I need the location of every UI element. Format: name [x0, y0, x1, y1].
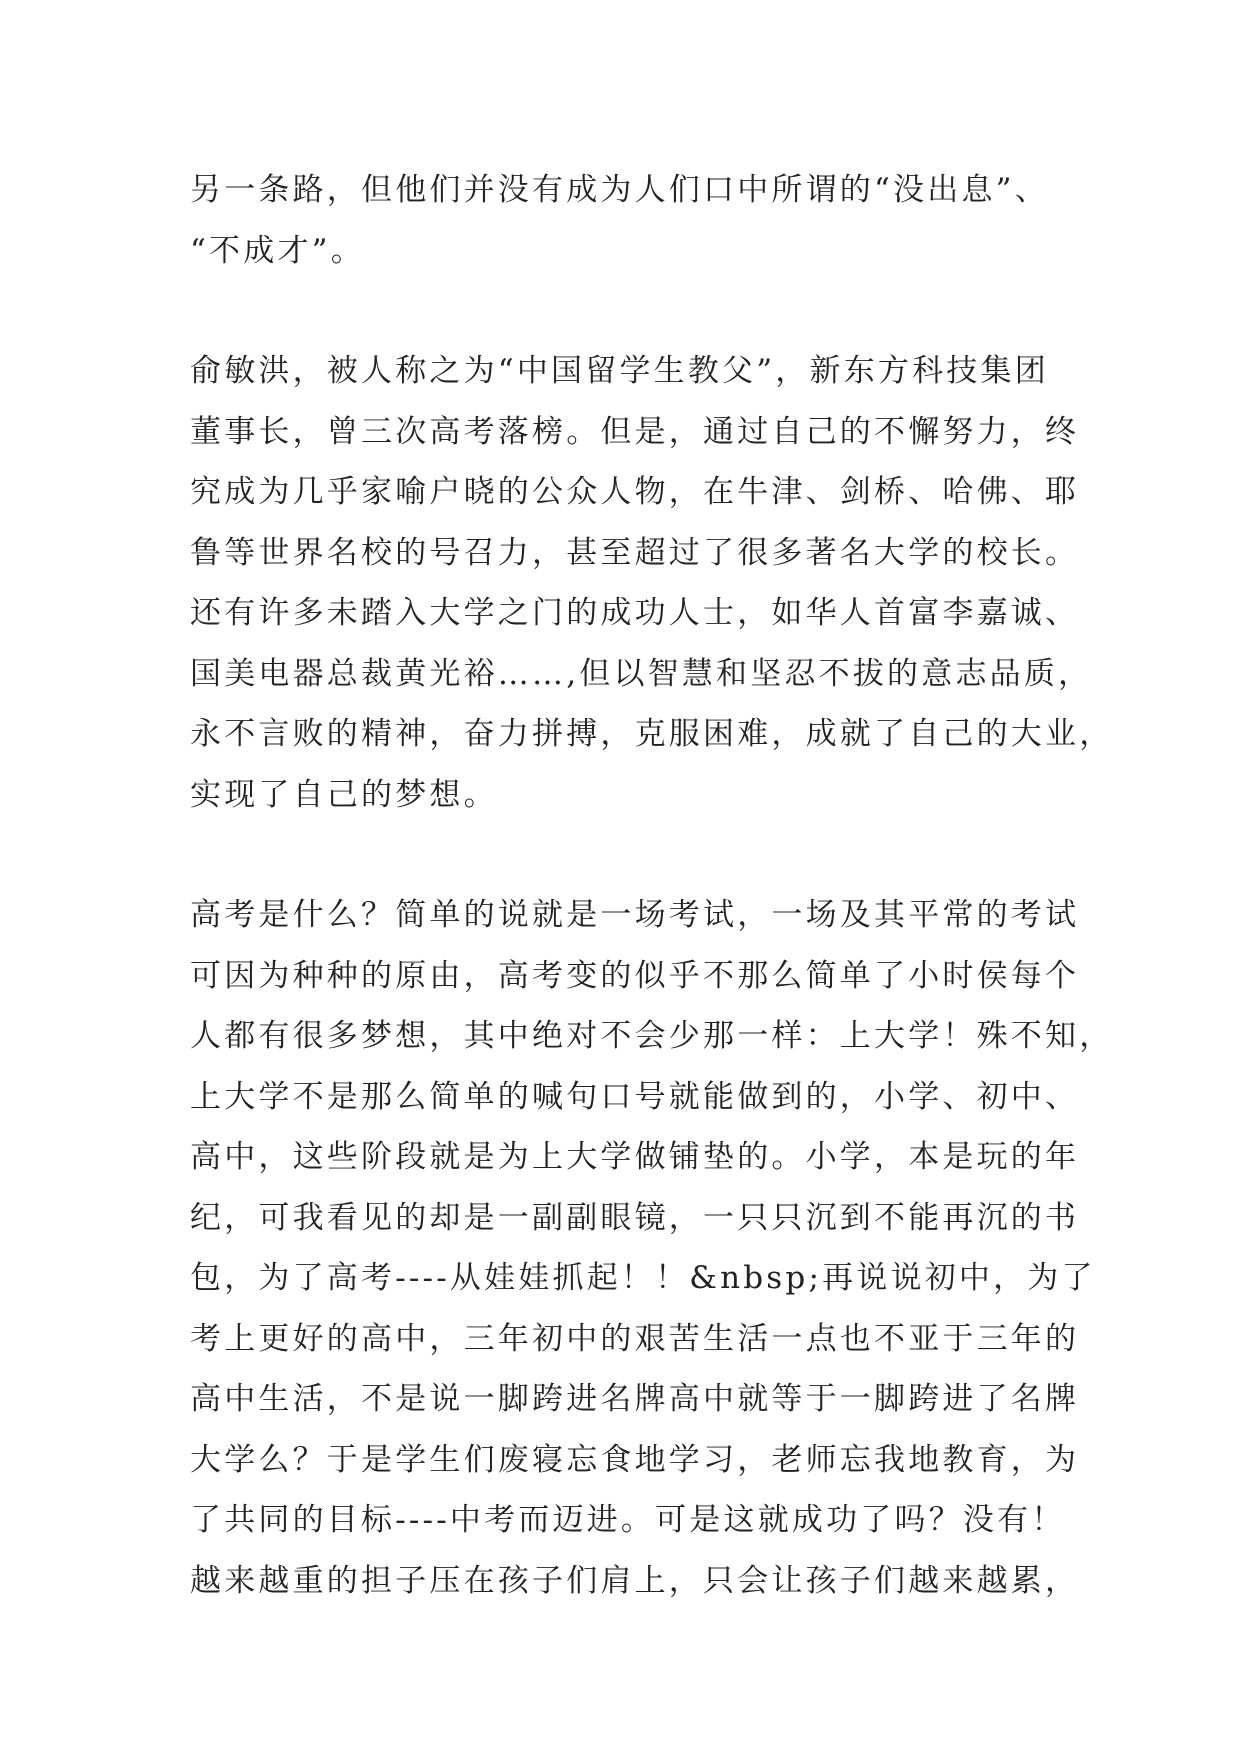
text-line: 国美电器总裁黄光裕……,但以智慧和坚忍不拔的意志品质，	[190, 655, 1093, 692]
text-line: 纪，可我看见的却是一副副眼镜，一只只沉到不能再沉的书	[190, 1199, 1080, 1236]
text-line: 了共同的目标----中考而迈进。可是这就成功了吗？没有！	[190, 1502, 1066, 1538]
paragraph-3	[190, 885, 1114, 1611]
text-line: 大学么？于是学生们废寝忘食地学习，老师忘我地教育，为	[190, 1441, 1080, 1478]
text-line: 人都有很多梦想，其中绝对不会少那一样：上大学！殊不知，	[190, 1018, 1114, 1054]
text-line: 高中，这些阶段就是为上大学做铺垫的。小学，本是玩的年	[190, 1139, 1080, 1175]
text-line: 永不言败的精神，奋力拼搏，克服困难，成就了自己的大业，	[190, 716, 1114, 752]
text-line: 董事长，曾三次高考落榜。但是，通过自己的不懈努力，终	[190, 413, 1080, 450]
text-line: 可因为种种的原由，高考变的似乎不那么简单了小时侯每个	[190, 957, 1080, 994]
text-line: 实现了自己的梦想。	[190, 776, 498, 813]
text-line: “不成才”。	[190, 232, 365, 269]
text-line: 考上更好的高中，三年初中的艰苦生活一点也不亚于三年的	[190, 1320, 1080, 1357]
text-line: 越来越重的担子压在孩子们肩上，只会让孩子们越来越累，	[190, 1562, 1080, 1599]
paragraph-1	[190, 160, 1080, 281]
text-line: 俞敏洪，被人称之为“中国留学生教父”，新东方科技集团	[190, 353, 1049, 389]
text-line: 另一条路，但他们并没有成为人们口中所谓的“没出息”、	[190, 172, 1049, 208]
text-line: 高考是什么？简单的说就是一场考试，一场及其平常的考试	[190, 897, 1080, 933]
text-line: 究成为几乎家喻户晓的公众人物，在牛津、剑桥、哈佛、耶	[190, 474, 1080, 510]
text-line: 上大学不是那么简单的喊句口号就能做到的，小学、初中、	[190, 1078, 1080, 1115]
document-body	[190, 160, 1114, 1671]
paragraph-2	[190, 341, 1114, 825]
text-line: 包，为了高考----从娃娃抓起！！&nbsp;再说说初中，为了	[190, 1260, 1096, 1296]
text-line: 鲁等世界名校的号召力，甚至超过了很多著名大学的校长。	[190, 534, 1080, 571]
text-line: 还有许多未踏入大学之门的成功人士，如华人首富李嘉诚、	[190, 595, 1080, 631]
text-line: 高中生活，不是说一脚跨进名牌高中就等于一脚跨进了名牌	[190, 1381, 1080, 1417]
